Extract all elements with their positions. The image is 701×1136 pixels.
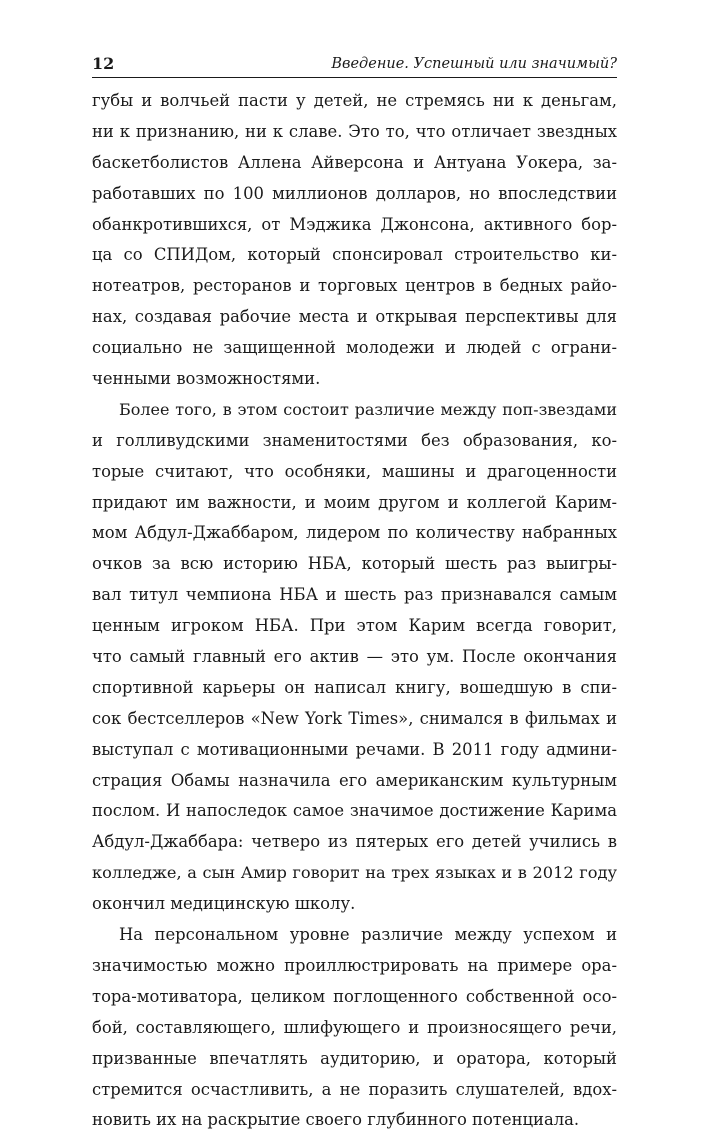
text-line: новить их на раскрытие своего глубинного потенциала. [92,1110,580,1130]
text-line: торые считают, что особняки, машины и драгоценности [92,461,617,481]
paragraph-2 [92,395,617,920]
text-line: работавших по 100 миллионов долларов, но впоследствии [92,183,617,203]
text-line: очков за всю историю НБА, который шесть раз выигры- [92,554,617,574]
text-line: Более того, в этом состоит различие между поп-звездами [119,399,617,419]
text-line: обанкротившихся, от Мэджика Джонсона, активного бор- [92,214,617,234]
text-line: послом. И напоследок самое значимое достижение Карима [92,801,617,821]
text-line: ни к признанию, ни к славе. Это то, что отличает звездных [92,121,617,141]
text-line: нотеатров, ресторанов и торговых центров в бедных райо- [92,276,617,296]
text-line: и голливудскими знаменитостями без образования, ко- [92,430,617,450]
text-line: выступал с мотивационными речами. В 2011 году админи- [92,739,617,759]
text-line: стремится осчастливить, а не поразить слушателей, вдох- [92,1079,617,1099]
text-line: мом Абдул-Джаббаром, лидером по количеству набранных [92,523,617,543]
text-line: социально не защищенной молодежи и людей с ограни- [92,338,617,358]
text-line: Абдул-Джаббара: четверо из пятерых его детей учились в [92,832,617,852]
text-line: окончил медицинскую школу. [92,894,356,914]
text-line: страция Обамы назначила его американским культурным [92,770,617,790]
text-line: ца со СПИДом, который спонсировал строительство ки- [92,245,617,265]
body-text [92,86,617,1136]
running-title: Введение. Успешный или значимый? [331,56,617,72]
text-line: баскетболистов Аллена Айверсона и Антуана Уокера, за- [92,152,617,172]
text-line: нах, создавая рабочие места и открывая перспективы для [92,307,617,327]
page-header [92,52,617,76]
header-rule [92,77,617,78]
text-line: значимостью можно проиллюстрировать на примере ора- [92,955,617,975]
text-line: призванные впечатлять аудиторию, и оратора, который [92,1048,617,1068]
text-line: что самый главный его актив — это ум. После окончания [92,647,617,667]
text-line: сок бестселлеров «New York Times», снимался в фильмах и [92,708,617,728]
paragraph-3 [92,920,617,1136]
text-line: губы и волчьей пасти у детей, не стремясь ни к деньгам, [92,91,617,110]
text-line: ценным игроком НБА. При этом Карим всегда говорит, [92,616,617,636]
text-line: тора-мотиватора, целиком поглощенного собственной осо- [92,986,617,1006]
text-line: вал титул чемпиона НБА и шесть раз признавался самым [92,585,617,605]
text-line: ченными возможностями. [92,369,321,389]
page-number: 12 [92,54,115,73]
text-line: колледже, а сын Амир говорит на трех языках и в 2012 году [92,863,617,883]
paragraph-1 [92,86,617,395]
text-line: придают им важности, и моим другом и коллегой Карим- [92,492,617,512]
text-line: бой, составляющего, шлифующего и произносящего речи, [92,1017,617,1037]
text-line: На персональном уровне различие между успехом и [119,925,617,945]
text-line: спортивной карьеры он написал книгу, вошедшую в спи- [92,677,617,697]
